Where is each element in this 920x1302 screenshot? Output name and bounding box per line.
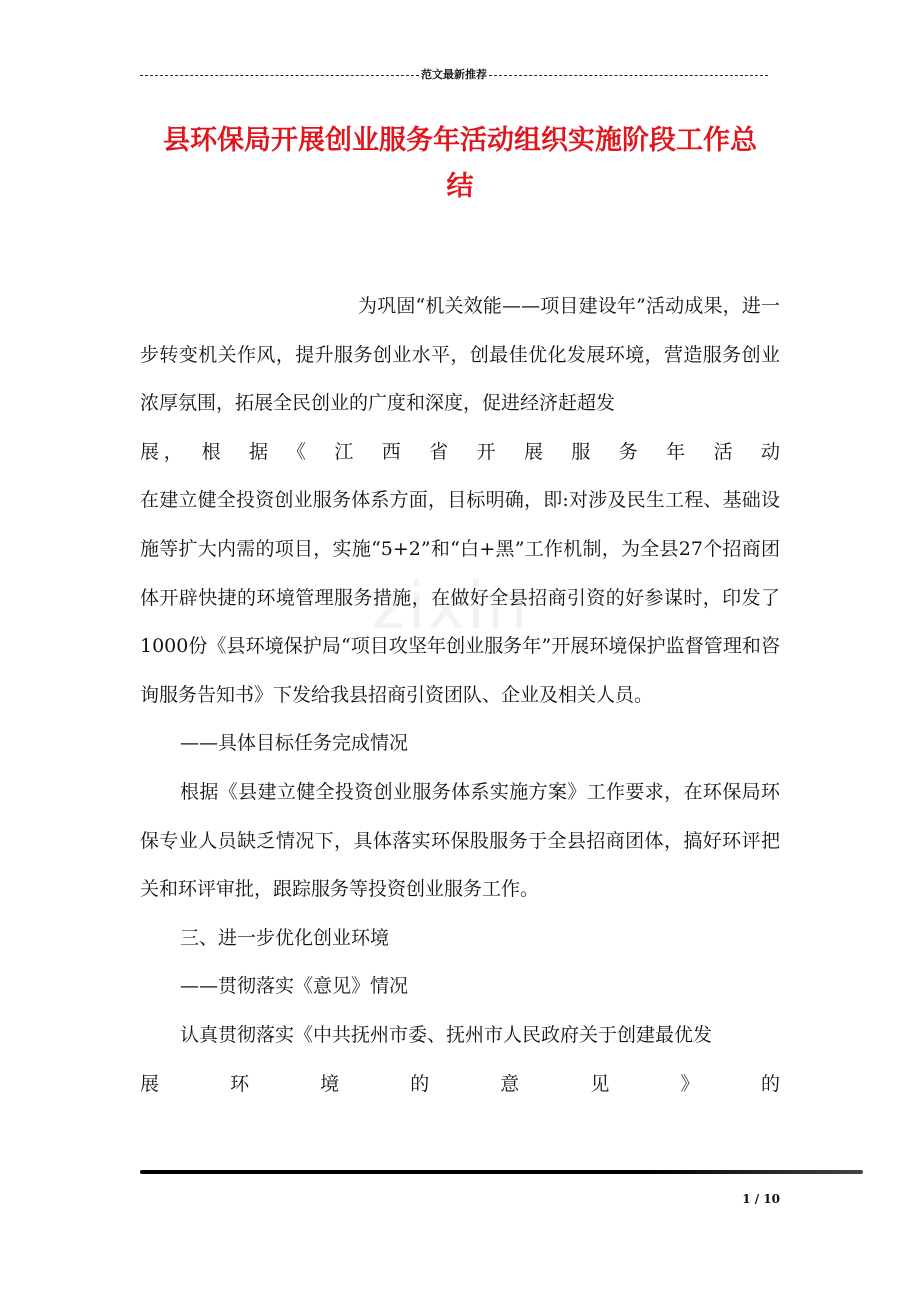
paragraph-3: 根据《县建立健全投资创业服务体系实施方案》工作要求，在环保局环保专业人员缺乏情况下，具体落实环保股服务于全县招商团体，搞好环评把关和环评审批，跟踪服务等投资创业服务工作。 bbox=[140, 780, 780, 901]
document-title bbox=[140, 118, 780, 210]
page-number: 1 / 10 bbox=[742, 1192, 780, 1206]
paragraph-6: 认真贯彻落实《中共抚州市委、抚州市人民政府关于创建最优发 bbox=[180, 1023, 713, 1046]
header-dash-right bbox=[489, 75, 768, 76]
page-header bbox=[140, 68, 768, 82]
paragraph-1: 为巩固“机关效能——项目建设年”活动成果，进一步转变机关作风，提升服务创业水平，创最佳优化发展环境，营造服务创业浓厚氛围，拓展全民创业的广度和深度，促进经济赶超发 bbox=[140, 295, 780, 415]
document-body bbox=[140, 282, 780, 1108]
paragraph-6-spread-line: 展 环 境 的 意 见 》 的 bbox=[140, 1072, 780, 1095]
header-label: 范文最新推荐 bbox=[421, 68, 487, 81]
title-line-2: 结 bbox=[446, 171, 474, 202]
paragraph-1-spread-line: 展， 根 据 《 江 西 省 开 展 服 务 年 活 动 bbox=[140, 440, 780, 463]
section-heading-3: 三、进一步优化创业环境 bbox=[180, 926, 390, 949]
footer-rule bbox=[140, 1170, 863, 1174]
watermark-logo: zixin bbox=[372, 570, 530, 644]
paragraph-1-continued: 在建立健全投资创业服务体系方面，目标明确，即:对涉及民生工程、基础设施等扩大内需的项目，实施“5+2”和“白+黑”工作机制，为全县27个招商团体开辟快捷的环境管理服务措施，在做好全县招商引资的好参谋时，印发了1000份《县环境保护局“项目攻坚年创业服务年”开展环境保护监督管理和咨询服务告知书》下发给我县招商引资团队、企业及相关人员。 bbox=[140, 489, 780, 706]
section-heading-targets: ——具体目标任务完成情况 bbox=[180, 732, 409, 755]
header-dash-left bbox=[140, 75, 419, 76]
section-heading-opinion: ——贯彻落实《意见》情况 bbox=[180, 975, 409, 998]
title-line-1: 县环保局开展创业服务年活动组织实施阶段工作总 bbox=[163, 125, 757, 156]
